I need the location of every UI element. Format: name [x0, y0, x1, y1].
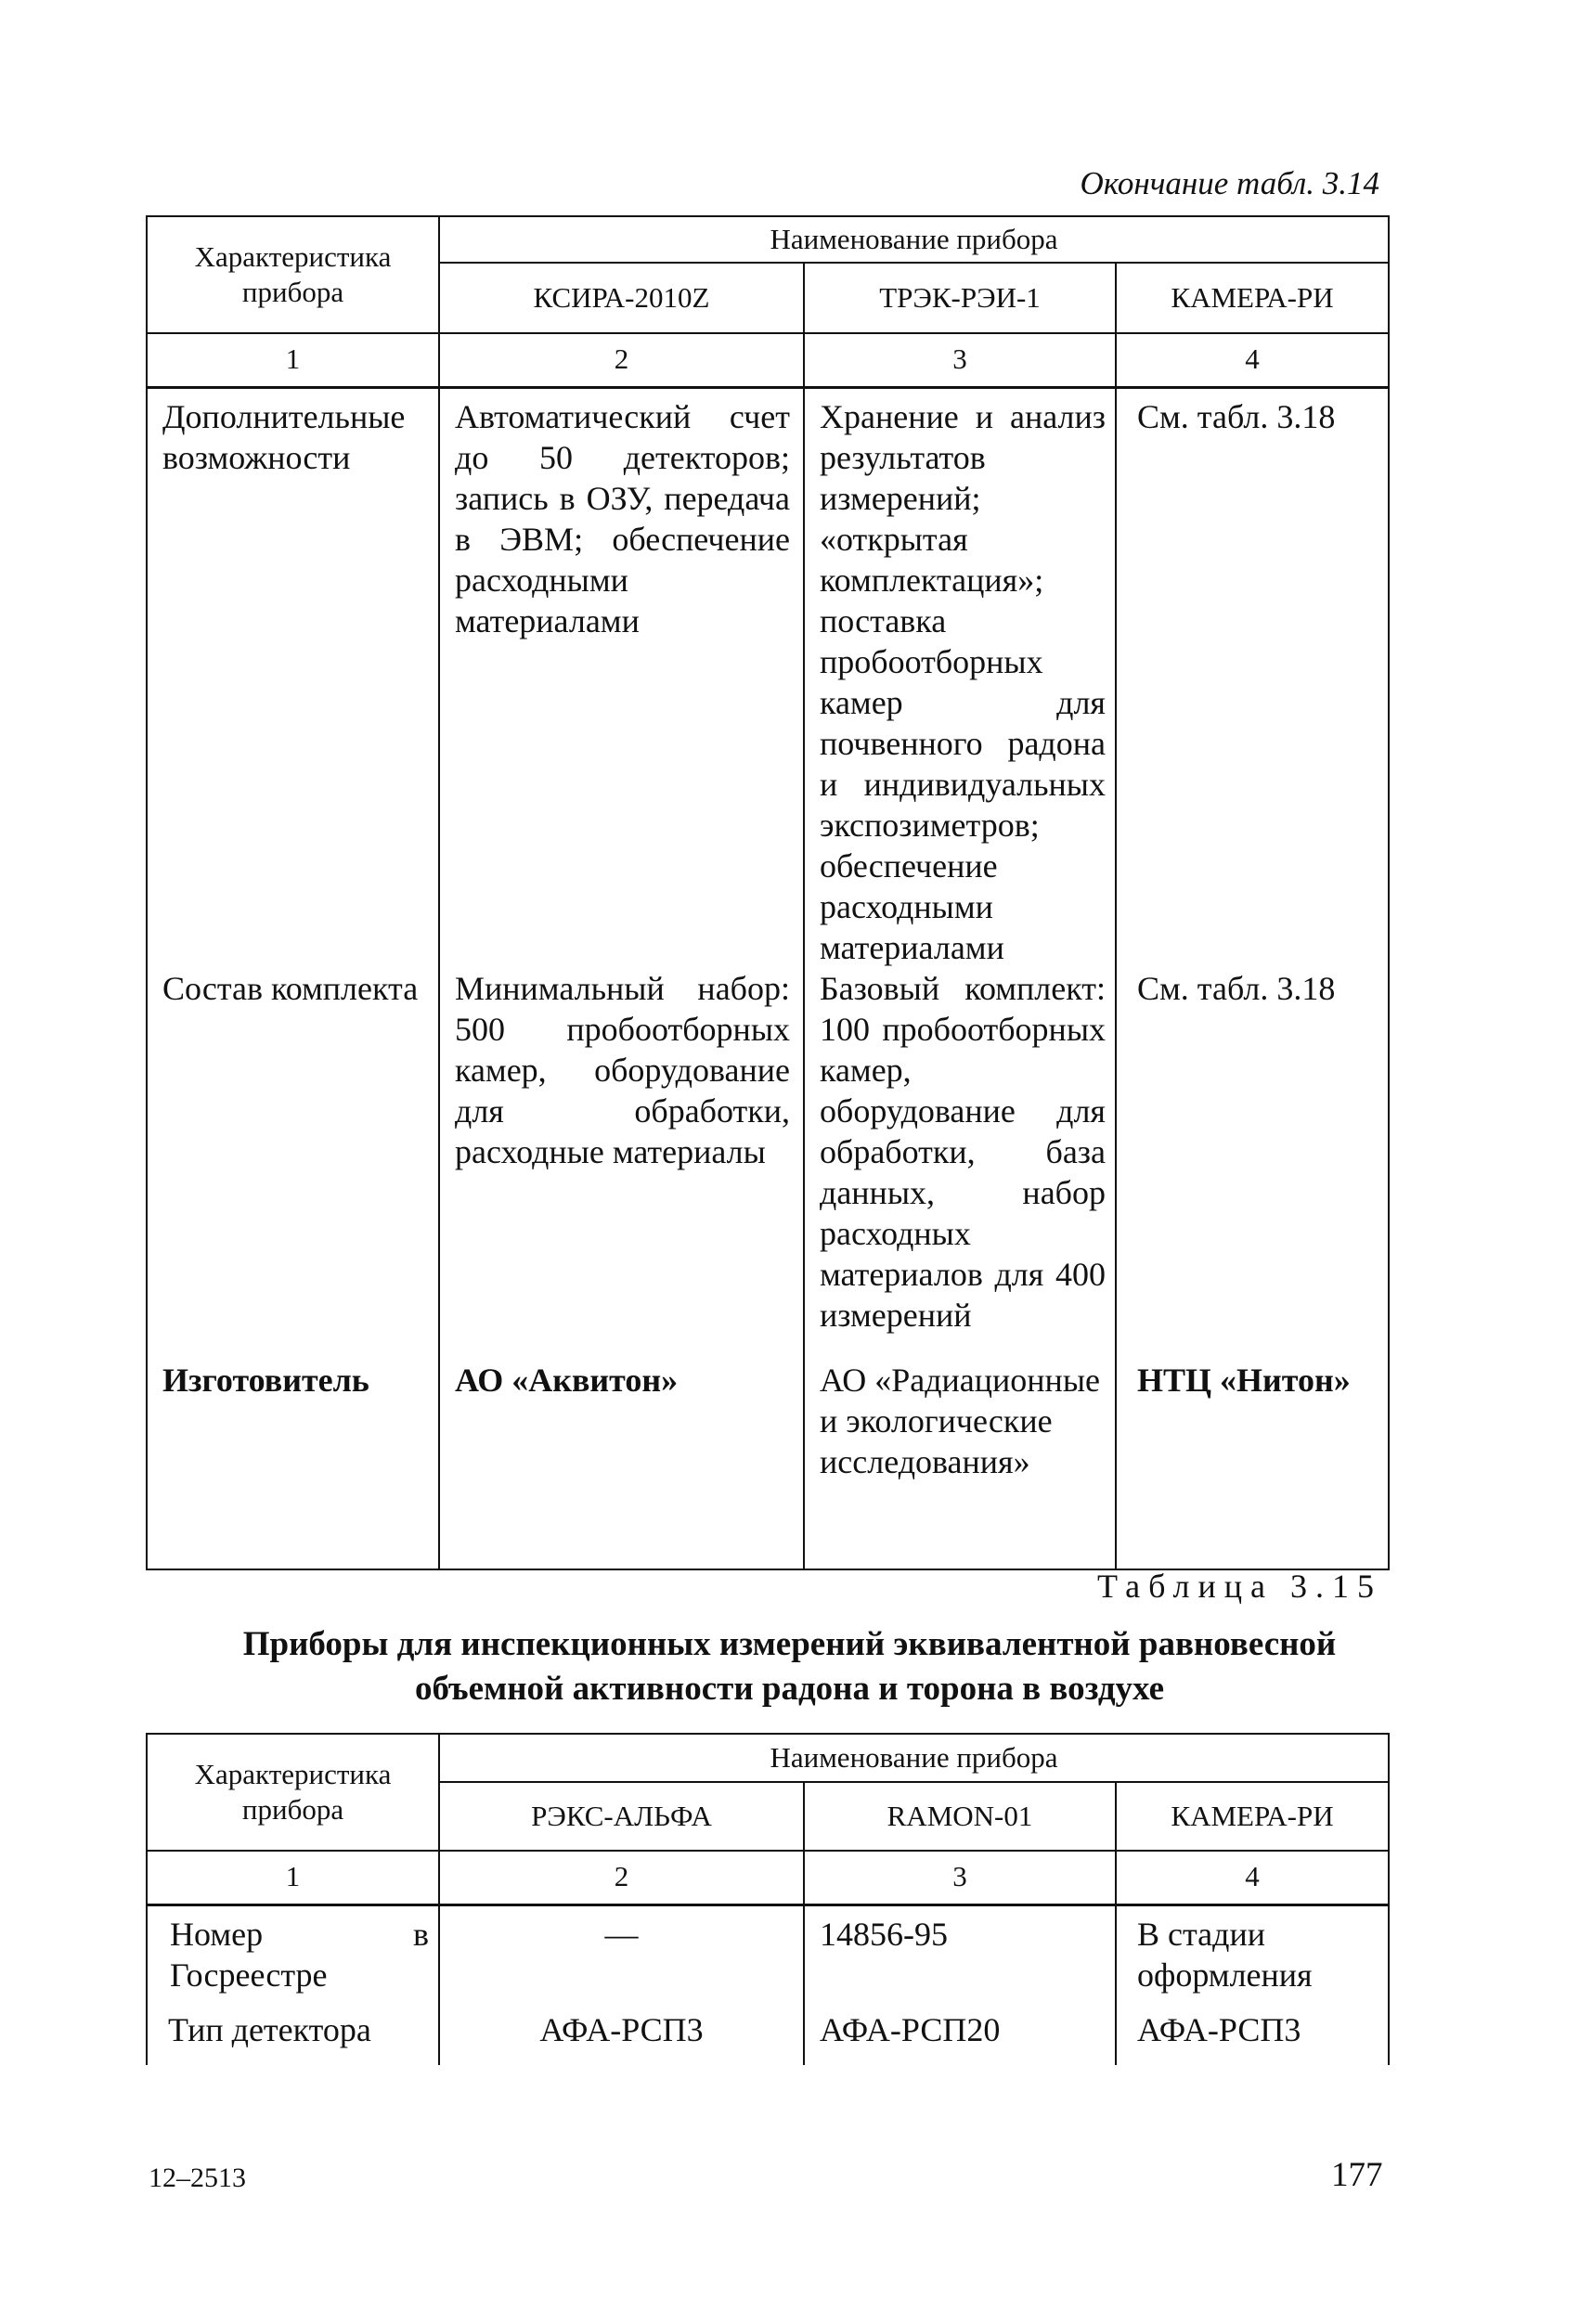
col-number-4-2: 4 [1116, 1851, 1389, 1905]
table-3-15-title-line-1: Приборы для инспекционных измерений эквивалентной равновесной [242, 1625, 1337, 1663]
device-1-header: КСИРА-2010Z [439, 263, 804, 333]
print-code: 12–2513 [149, 2163, 246, 2193]
col-number-2: 2 [439, 333, 804, 388]
col-number-2-2: 2 [439, 1851, 804, 1905]
cell-additional-1: Автоматический счет до 50 детекторов; запись в ОЗУ, передача в ЭВМ; обеспечение расходными материалами [439, 388, 804, 969]
cell-manufacturer-1: АО «Аквитон» [439, 1360, 804, 1569]
table-3-15-caption: Таблица 3.15 [1097, 1568, 1382, 1605]
col-number-3-2: 3 [804, 1851, 1116, 1905]
cell-detector-3: АФА-РСП3 [1116, 2009, 1389, 2065]
row-label-kit: Состав комплекта [147, 968, 439, 1360]
header-characteristic: Характеристика прибора [147, 216, 439, 333]
header-device-name: Наименование прибора [439, 216, 1389, 263]
col-number-1-2: 1 [147, 1851, 439, 1905]
cell-additional-2: Хранение и анализ результатов измерений; «открытая комплектация»; поставка пробоотборных камер для почвенного радона и индивидуальных экспозиметров; обеспечение расходными материалами [804, 388, 1116, 969]
cell-detector-2: АФА-РСП20 [804, 2009, 1116, 2065]
cell-registry-2: 14856-95 [804, 1905, 1116, 2009]
row-label-additional: Дополнительные возможности [147, 388, 439, 969]
row-label-registry: Номер в Госреестре [147, 1905, 439, 2009]
device-1-header-2: РЭКС-АЛЬФА [439, 1782, 804, 1851]
cell-additional-3: См. табл. 3.18 [1116, 388, 1389, 969]
cell-kit-2: Базовый комплект: 100 пробоотборных камер, оборудование для обработки, база данных, набор расходных материалов для 400 измерений [804, 968, 1116, 1360]
table-3-14 [146, 215, 1390, 1570]
row-label-detector: Тип детектора [147, 2009, 439, 2065]
cell-kit-3: См. табл. 3.18 [1116, 968, 1389, 1360]
device-2-header: ТРЭК-РЭИ-1 [804, 263, 1116, 333]
table-3-15 [146, 1733, 1390, 2065]
col-number-4: 4 [1116, 333, 1389, 388]
cell-manufacturer-2: АО «Радиационные и экологические исследования» [804, 1360, 1116, 1569]
col-number-1: 1 [147, 333, 439, 388]
cell-detector-1: АФА-РСП3 [439, 2009, 804, 2065]
cell-registry-1: — [439, 1905, 804, 2009]
table-3-15-title-line-2: объемной активности радона и торона в воздухе [414, 1670, 1165, 1708]
device-2-header-2: RAMON-01 [804, 1782, 1116, 1851]
col-number-3: 3 [804, 333, 1116, 388]
header-characteristic-2: Характеристика прибора [147, 1734, 439, 1851]
table-3-15-title [0, 1622, 1579, 1711]
device-3-header-2: КАМЕРА-РИ [1116, 1782, 1389, 1851]
cell-manufacturer-3: НТЦ «Нитон» [1116, 1360, 1389, 1569]
cell-kit-1: Минимальный набор: 500 пробоотборных камер, оборудование для обработки, расходные материалы [439, 968, 804, 1360]
row-label-manufacturer: Изготовитель [147, 1360, 439, 1569]
cell-registry-3: В стадии оформления [1116, 1905, 1389, 2009]
table-continuation-label: Окончание табл. 3.14 [1080, 165, 1379, 201]
page-number: 177 [1331, 2156, 1383, 2194]
header-device-name-2: Наименование прибора [439, 1734, 1389, 1782]
device-3-header: КАМЕРА-РИ [1116, 263, 1389, 333]
